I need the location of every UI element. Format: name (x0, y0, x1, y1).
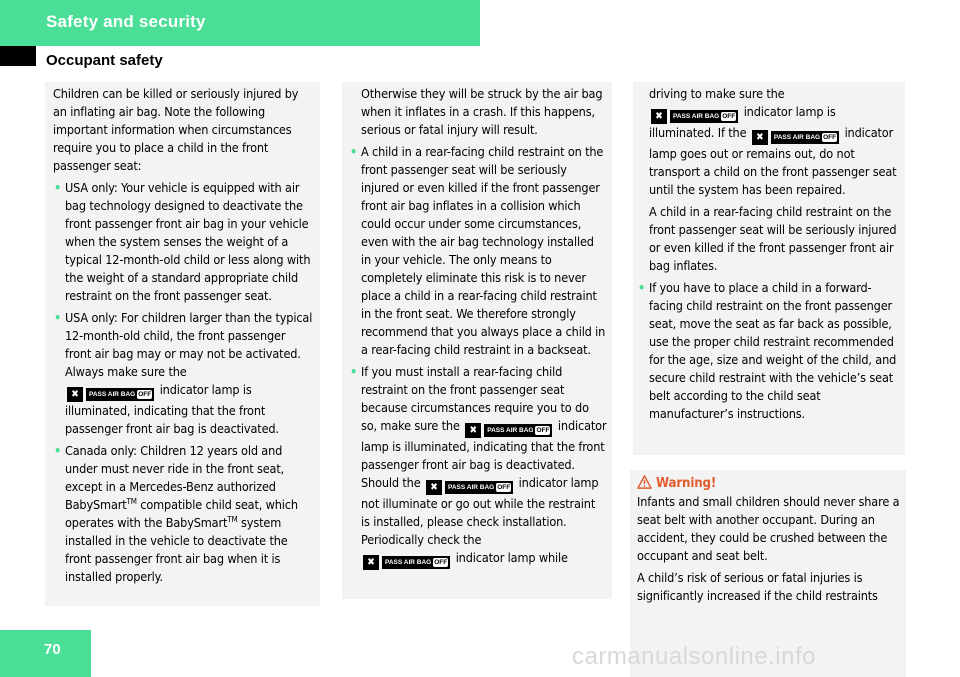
pass-air-bag-icon: PASS AIR BAG OFF (484, 424, 552, 437)
page-number: 70 (44, 641, 61, 658)
child-seat-icon: ✖ (67, 387, 83, 402)
bullet-item: • If you have to place a child in a forward-facing child restraint on the front passenger seat, move the seat as far back as possible, use the proper child restraint recommended for the age, size and weight of the child, and secure child restraint with the vehicle’s seat belt according to the child seat manufacturer’s instructions. (638, 280, 897, 421)
bullet-icon: • (54, 310, 62, 325)
pass-air-bag-icon: PASS AIR BAG OFF (771, 131, 839, 144)
bullet-icon: • (638, 280, 646, 295)
continued-paragraph: Otherwise they will be struck by the air bag when it inflates in a crash. If this happens, serious or fatal injury will result. (361, 86, 603, 137)
bullet-item: • A child in a rear-facing child restraint on the front passenger seat will be seriously injured or even killed if the front passenger front air bag inflates in a collision which could occur under some circumstances, even with the air bag technology installed in your vehicle. The only means to completely eliminate this risk is to never place a child in a rear-facing child restraint in the front seat. We therefore strongly recommend that you always place a child in a rear-facing child restraint in a backseat. (350, 144, 606, 357)
bullet-item: • If you must install a rear-facing child restraint on the front passenger seat because circumstances require you to do so, make sure the ✖ PASS AIR BAG OFF indicator lamp is illuminated, indicating that the front passenger front air bag is deactivated. Should the ✖ PASS AIR BAG OFF indicator lamp not illuminate or go out while the restraint is installed, please check installation. Periodically check the ✖ PASS AIR BAG OFF indicator lamp while (350, 364, 607, 568)
bullet-icon: • (54, 443, 62, 458)
pass-air-bag-icon: PASS AIR BAG OFF (670, 110, 738, 123)
pass-air-bag-off-indicator (426, 480, 513, 495)
child-seat-icon: ✖ (465, 423, 481, 438)
continued-paragraph: driving to make sure the ✖ PASS AIR BAG OFF indicator lamp is illuminated. If the ✖ PASS AIR BAG OFF indicator lamp goes out or remains out, do not transport a child on the front passenger seat until the system has been repaired. (649, 86, 897, 197)
pass-air-bag-off-indicator (465, 423, 552, 438)
bullet-icon: • (54, 180, 62, 195)
child-seat-icon: ✖ (426, 480, 442, 495)
page-title: Occupant safety (46, 52, 163, 69)
child-seat-icon: ✖ (363, 555, 379, 570)
pass-air-bag-icon: PASS AIR BAG OFF (86, 388, 154, 401)
bullet-item: • USA only: Your vehicle is equipped with air bag technology designed to deactivate the front passenger front air bag in your vehicle when the system senses the weight of a typical 12-month-old child or less along with the weight of a standard appropriate child restraint on the front passenger seat. (54, 180, 311, 303)
warning-paragraph: Infants and small children should never share a seat belt with another occupant. During an accident, they could be crushed between the occupant and seat belt. (637, 494, 900, 563)
bullet-item: • Canada only: Children 12 years old and under must never ride in the front seat, except in a Mercedes-Benz authorized BabySmart™ compatible child seat, which operates with the BabySmart™ system installed in the vehicle to deactivate the front passenger front air bag when it is installed properly. (54, 443, 298, 584)
text-column-2 (342, 82, 612, 599)
warning-paragraph: A child’s risk of serious or fatal injuries is significantly increased if the child restraints (637, 570, 878, 603)
pass-air-bag-off-indicator (67, 387, 154, 402)
bullet-icon: • (350, 144, 358, 159)
watermark: carmanualsonline.info (572, 643, 816, 670)
pass-air-bag-off-indicator (752, 130, 839, 145)
intro-paragraph: Children can be killed or seriously injured by an inflating air bag. Note the following important information when circumstances require you to place a child in the front passenger seat: (53, 86, 299, 173)
section-header: Safety and security (46, 12, 206, 31)
pass-air-bag-off-indicator (363, 555, 450, 570)
child-seat-icon: ✖ (752, 130, 768, 145)
warning-title: Warning! (637, 475, 900, 493)
text-column-3 (633, 82, 905, 455)
bullet-icon: • (350, 364, 358, 379)
bullet-item: • USA only: For children larger than the typical 12-month-old child, the front passenger front air bag may or may not be activated. Always make sure the ✖ PASS AIR BAG OFF indicator lamp is illuminated, indicating that the front passenger front air bag is deactivated. (54, 310, 313, 436)
pass-air-bag-off-indicator (651, 109, 738, 124)
paragraph: A child in a rear-facing child restraint on the front passenger seat will be seriously injured or even killed if the front passenger front air bag inflates. (649, 204, 897, 273)
text-column-1 (45, 82, 320, 606)
section-tab-marker (0, 46, 36, 66)
pass-air-bag-icon: PASS AIR BAG OFF (382, 556, 450, 569)
pass-air-bag-icon: PASS AIR BAG OFF (445, 481, 513, 494)
warning-triangle-icon (637, 475, 652, 489)
child-seat-icon: ✖ (651, 109, 667, 124)
